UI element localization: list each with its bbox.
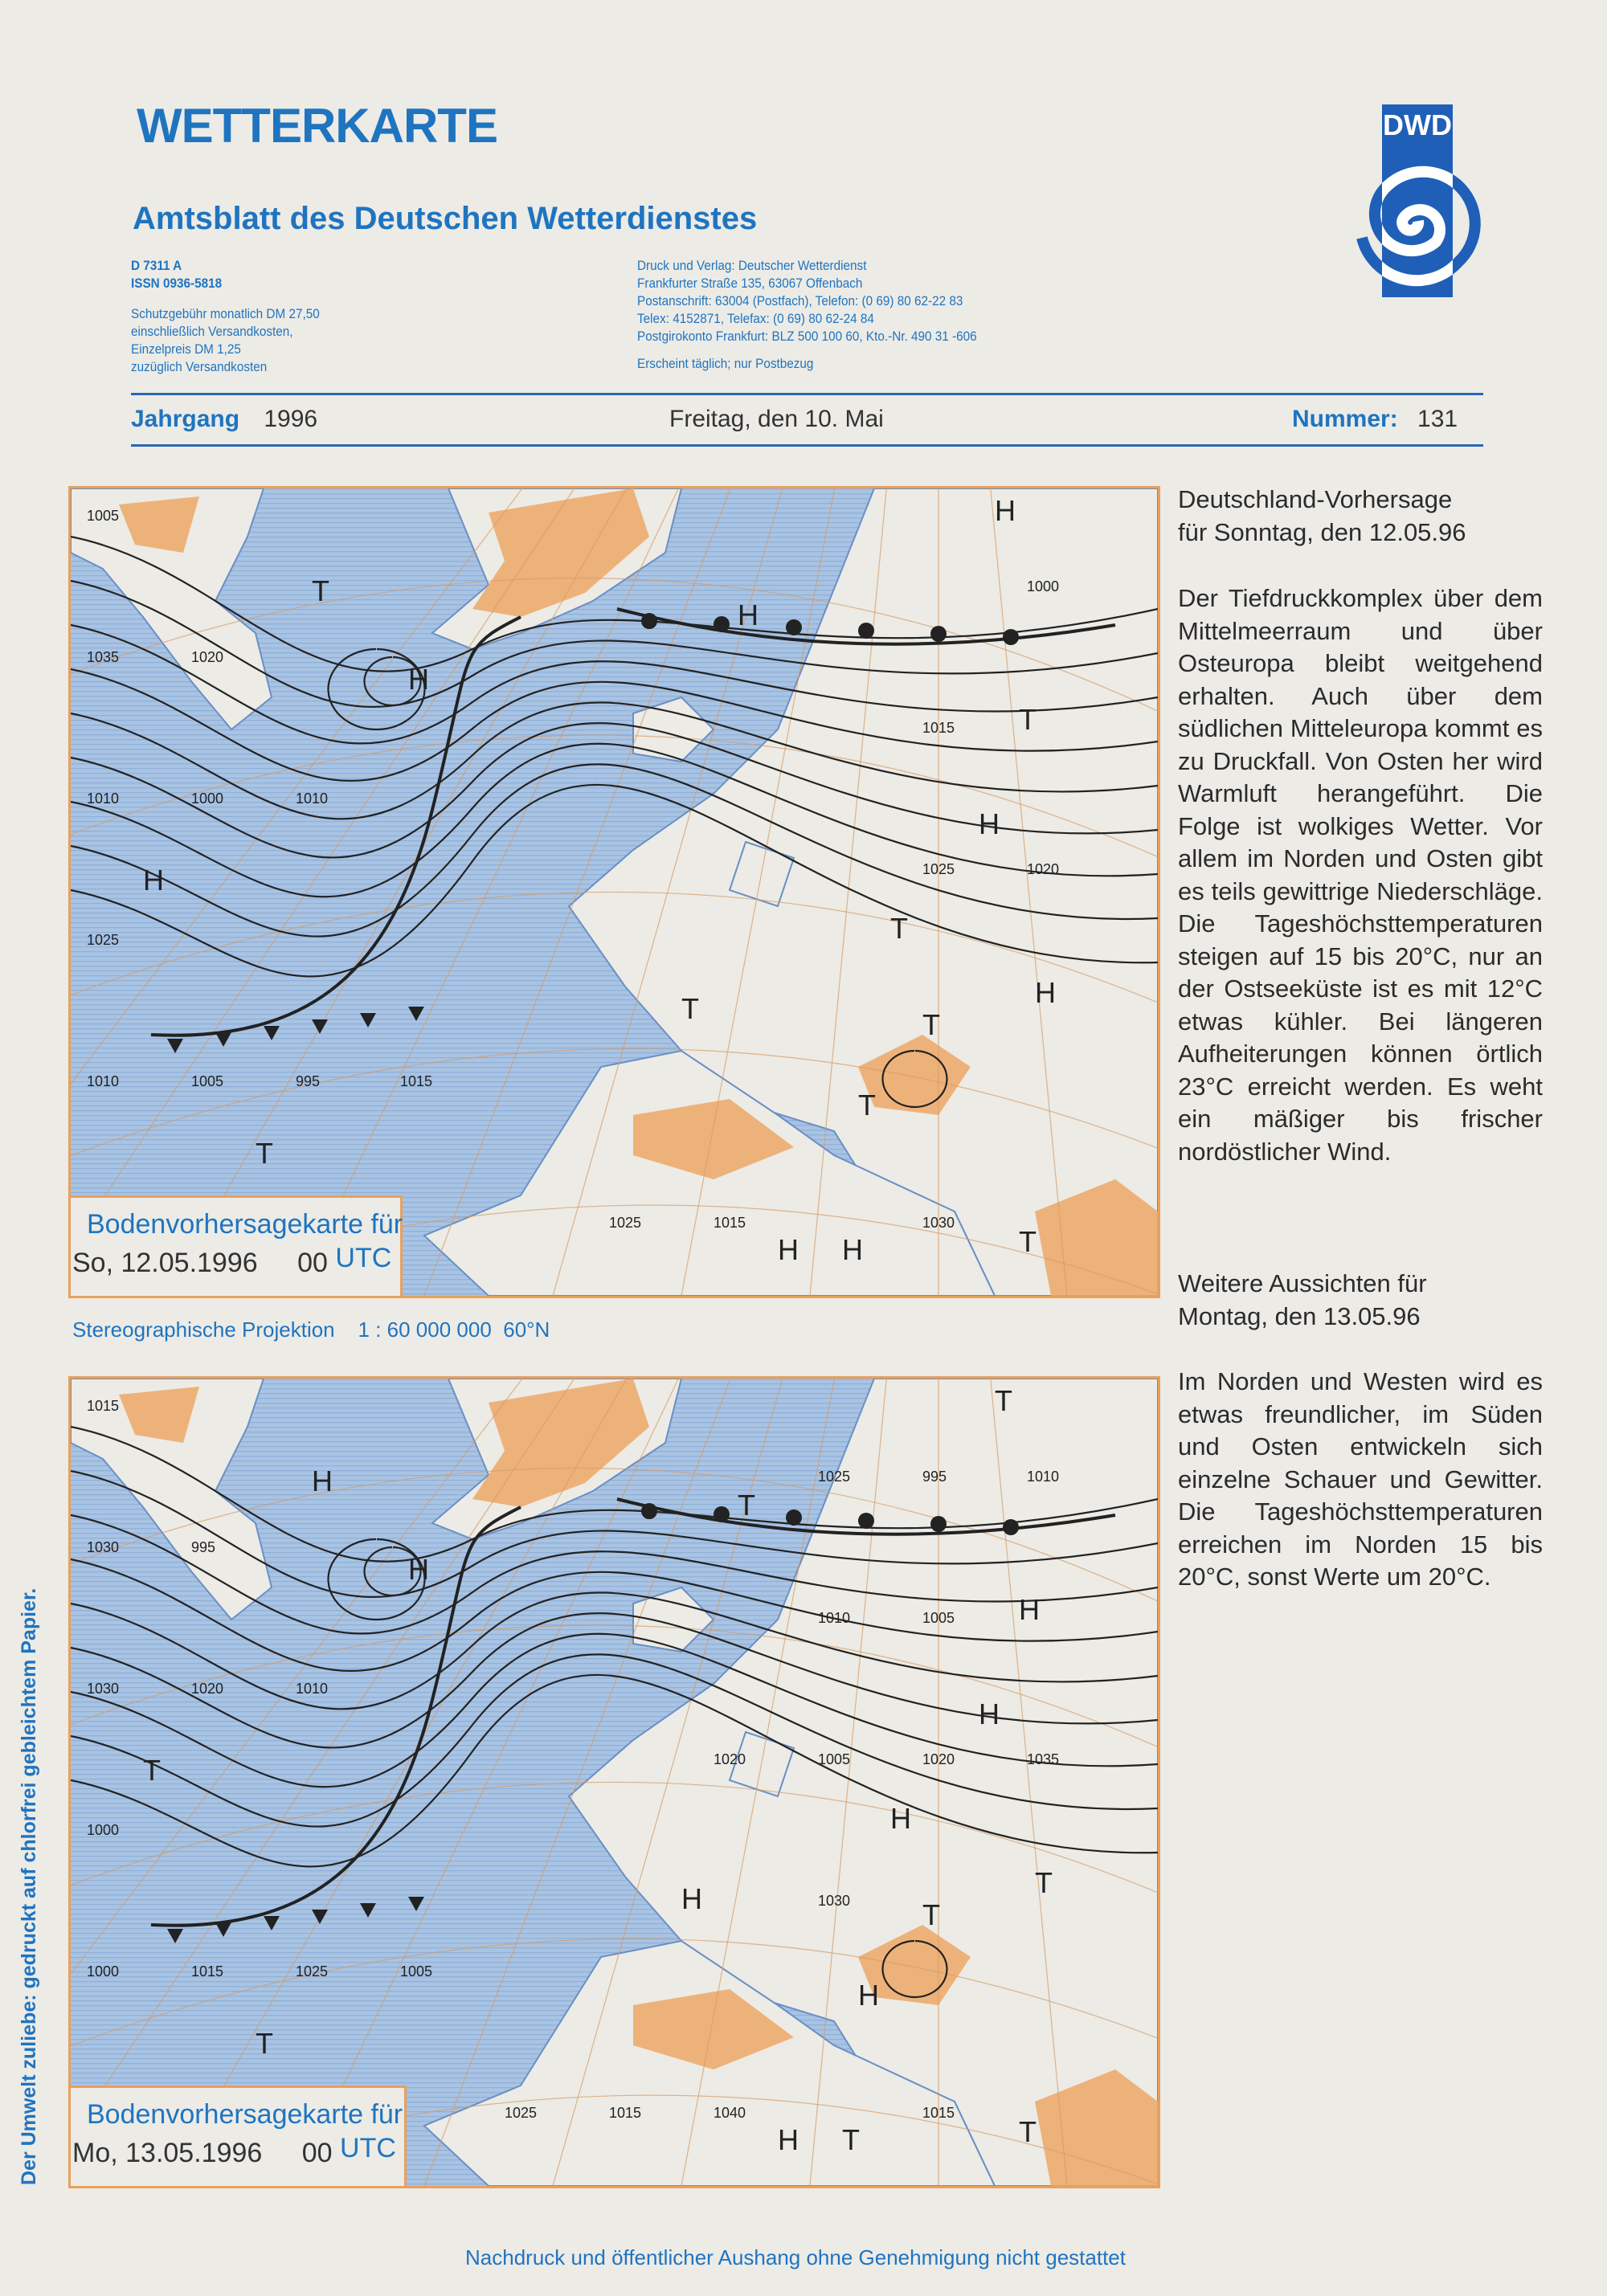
low-pressure-label: T (256, 1137, 273, 1170)
high-pressure-label: H (408, 1553, 429, 1586)
fee-line: Einzelpreis DM 1,25 (131, 341, 241, 357)
footer-copyright: Nachdruck und öffentlicher Aushang ohne Genehmigung nicht gestattet (465, 2245, 1126, 2269)
isobar-label: 1005 (87, 508, 120, 524)
caption-date: So, 12.05.1996 (72, 1248, 258, 1278)
forecast-map-monday (68, 1376, 1160, 2188)
dwd-logo (1326, 104, 1486, 297)
isobar-label: 1025 (87, 932, 120, 948)
low-pressure-label: T (738, 1489, 755, 1522)
caption-title: Bodenvorhersagekarte für (87, 2099, 403, 2130)
fee-info (131, 305, 320, 376)
warm-front-semicircle (786, 619, 802, 635)
isobar-label: 1025 (818, 1469, 851, 1485)
isobar-label: 1040 (714, 2105, 746, 2121)
caption-time: 00 (301, 2138, 333, 2168)
isobar-label: 1025 (296, 1963, 329, 1979)
newspaper-title: WETTERKARTE (137, 99, 497, 153)
isobar-label: 1020 (191, 1681, 224, 1697)
isobar-label: 1020 (922, 1751, 955, 1767)
forecast-heading-line: für Sonntag, den 12.05.96 (1178, 517, 1466, 546)
issue-date: Freitag, den 10. Mai (669, 406, 884, 432)
low-pressure-label: T (1035, 1866, 1053, 1899)
isobar-label: 1005 (191, 1073, 224, 1089)
number-label: Nummer: (1292, 406, 1398, 432)
isobar-label: 1010 (87, 1073, 120, 1089)
high-pressure-label: H (979, 1697, 1000, 1730)
isobar-label: 1025 (922, 861, 955, 877)
warm-front-semicircle (858, 623, 874, 639)
map-caption (71, 2086, 407, 2188)
warm-front-semicircle (930, 1516, 947, 1532)
high-pressure-label: H (778, 1233, 799, 1266)
isobar-label: 995 (296, 1073, 321, 1089)
low-pressure-label: T (143, 1754, 161, 1787)
low-pressure-label: T (890, 912, 908, 945)
warm-front-semicircle (641, 613, 657, 629)
isobar-label: 1005 (818, 1751, 851, 1767)
forecast-body: Der Tiefdruckkomplex über dem Mittelmeerraum und über Osteuropa bleibt weitgehend erhalten. Auch über dem südlichen Mitteleuropa kommt es zu Druckfall. Von Osten her wird Warmluft herangeführt. Die Folge ist wolkiges Wetter. Vor allem im Norden und Osten gibt es teils gewittrige Niederschläge. Die Tageshöchsttemperaturen steigen auf 15 bis 20°C, nur an der Ostseeküste ist es mit 12°C etwas kühler. Bei längeren Aufheiterungen können örtlich 23°C erreicht werden. Es weht ein mäßiger bis frischer nordöstlicher Wind. (1178, 584, 1543, 1166)
publisher-info (637, 257, 977, 373)
publisher-line: Postgirokonto Frankfurt: BLZ 500 100 60, Kto.-Nr. 490 31 -606 (637, 329, 977, 344)
projection-note: Stereographische Projektion 1 : 60 000 000 60°N (72, 1318, 550, 1342)
publication-code: D 7311 A (131, 258, 182, 273)
environment-note: Der Umwelt zuliebe: gedruckt auf chlorfrei gebleichtem Papier. (18, 1587, 40, 2185)
outlook-body: Im Norden und Westen wird es etwas freundlicher, im Süden und Osten entwickeln sich einzelne Schauer und Gewitter. Die Tageshöchsttemperaturen erreichen im Norden 15 bis 20°C, sonst Werte um 20°C. (1178, 1367, 1543, 1591)
isobar-label: 1000 (87, 1822, 120, 1838)
svg-text:DWD: DWD (1383, 108, 1452, 141)
publisher-line: Postanschrift: 63004 (Postfach), Telefon: (0 69) 80 62-22 83 (637, 293, 963, 308)
high-pressure-label: H (858, 1979, 879, 2012)
publisher-line: Telex: 4152871, Telefax: (0 69) 80 62-24 84 (637, 311, 874, 326)
caption-utc: UTC (335, 1243, 392, 1273)
warm-front-semicircle (714, 1506, 730, 1522)
fee-line: zuzüglich Versandkosten (131, 359, 268, 374)
high-pressure-label: H (842, 1233, 863, 1266)
outlook-heading (1178, 1268, 1543, 1333)
isobar-label: 1010 (296, 791, 329, 807)
publisher-line: Druck und Verlag: Deutscher Wetterdienst (637, 258, 867, 273)
publication-codes (131, 257, 222, 292)
isobar-label: 1015 (191, 1963, 224, 1979)
isobar-label: 1000 (1027, 578, 1060, 594)
high-pressure-label: H (408, 663, 429, 696)
volume-year: 1996 (264, 406, 318, 432)
isobar-label: 1035 (1027, 1751, 1060, 1767)
isobar-label: 1010 (1027, 1469, 1060, 1485)
isobar-label: 1010 (296, 1681, 329, 1697)
isobar-label: 1020 (1027, 861, 1060, 877)
outlook-heading-line: Weitere Aussichten für (1178, 1269, 1427, 1297)
forecast-heading-line: Deutschland-Vorhersage (1178, 485, 1453, 513)
caption-datetime (72, 2133, 396, 2169)
low-pressure-label: T (1019, 2115, 1037, 2148)
volume (131, 406, 317, 433)
isobar-label: 995 (191, 1539, 216, 1555)
warm-front-semicircle (1003, 1519, 1019, 1535)
low-pressure-label: T (922, 1008, 940, 1041)
number-value: 131 (1417, 406, 1458, 432)
low-pressure-label: T (312, 574, 329, 607)
isobar-label: 1000 (191, 791, 224, 807)
isobar-label: 1030 (87, 1539, 120, 1555)
low-pressure-label: T (842, 2123, 860, 2156)
isobar-label: 1030 (922, 1215, 955, 1231)
isobar-label: 995 (922, 1469, 947, 1485)
isobar-label: 1020 (714, 1751, 746, 1767)
volume-label: Jahrgang (131, 406, 240, 432)
low-pressure-label: T (1019, 703, 1037, 736)
high-pressure-label: H (1019, 1593, 1040, 1626)
header-rule-bottom (131, 444, 1483, 447)
high-pressure-label: H (890, 1802, 911, 1835)
low-pressure-label: T (1019, 1225, 1037, 1258)
isobar-label: 1025 (505, 2105, 538, 2121)
isobar-label: 1005 (922, 1610, 955, 1626)
isobar-label: 1025 (609, 1215, 642, 1231)
high-pressure-label: H (681, 1882, 702, 1915)
warm-front-semicircle (930, 626, 947, 642)
fee-line: einschließlich Versandkosten, (131, 324, 293, 339)
header-rule-top (131, 393, 1483, 395)
isobar-label: 1005 (400, 1963, 433, 1979)
high-pressure-label: H (995, 494, 1016, 527)
outlook-heading-line: Montag, den 13.05.96 (1178, 1301, 1421, 1330)
caption-datetime (72, 1243, 392, 1279)
warm-front-semicircle (786, 1510, 802, 1526)
publisher-line: Frankfurter Straße 135, 63067 Offenbach (637, 276, 863, 291)
high-pressure-label: H (778, 2123, 799, 2156)
isobar-label: 1010 (87, 791, 120, 807)
isobar-label: 1030 (87, 1681, 120, 1697)
forecast-heading (1178, 484, 1543, 549)
appearance-note: Erscheint täglich; nur Postbezug (637, 356, 814, 371)
caption-utc: UTC (340, 2133, 396, 2163)
isobar-label: 1015 (87, 1398, 120, 1414)
low-pressure-label: T (256, 2027, 273, 2060)
low-pressure-label: T (995, 1384, 1012, 1417)
isobar-label: 1010 (818, 1610, 851, 1626)
caption-date: Mo, 13.05.1996 (72, 2138, 263, 2168)
dwd-logo-graphic (1326, 104, 1486, 297)
isobar-label: 1030 (818, 1893, 851, 1909)
warm-front-semicircle (714, 616, 730, 632)
isobar-label: 1015 (922, 720, 955, 736)
map-caption (71, 1195, 403, 1298)
high-pressure-label: H (312, 1465, 333, 1497)
caption-time: 00 (297, 1248, 328, 1278)
isobar-label: 1000 (87, 1963, 120, 1979)
forecast-map-sunday (68, 486, 1160, 1298)
isobar-label: 1020 (191, 649, 224, 665)
newspaper-subtitle: Amtsblatt des Deutschen Wetterdienstes (133, 201, 758, 236)
low-pressure-label: T (858, 1089, 876, 1121)
low-pressure-label: T (681, 992, 699, 1025)
issn: ISSN 0936-5818 (131, 276, 223, 291)
caption-title: Bodenvorhersagekarte für (87, 1209, 403, 1240)
isobar-label: 1015 (714, 1215, 746, 1231)
map-graphic (71, 1379, 1158, 2186)
warm-front-semicircle (1003, 629, 1019, 645)
fee-line: Schutzgebühr monatlich DM 27,50 (131, 306, 320, 321)
map-graphic (71, 488, 1158, 1296)
issue-number (1292, 406, 1458, 433)
high-pressure-label: H (979, 807, 1000, 840)
isobar-label: 1015 (922, 2105, 955, 2121)
isobar-label: 1015 (400, 1073, 433, 1089)
high-pressure-label: H (738, 599, 759, 631)
low-pressure-label: T (922, 1898, 940, 1931)
isobar-label: 1015 (609, 2105, 642, 2121)
warm-front-semicircle (858, 1513, 874, 1529)
isobar-label: 1035 (87, 649, 120, 665)
high-pressure-label: H (143, 864, 164, 897)
high-pressure-label: H (1035, 976, 1056, 1009)
warm-front-semicircle (641, 1503, 657, 1519)
